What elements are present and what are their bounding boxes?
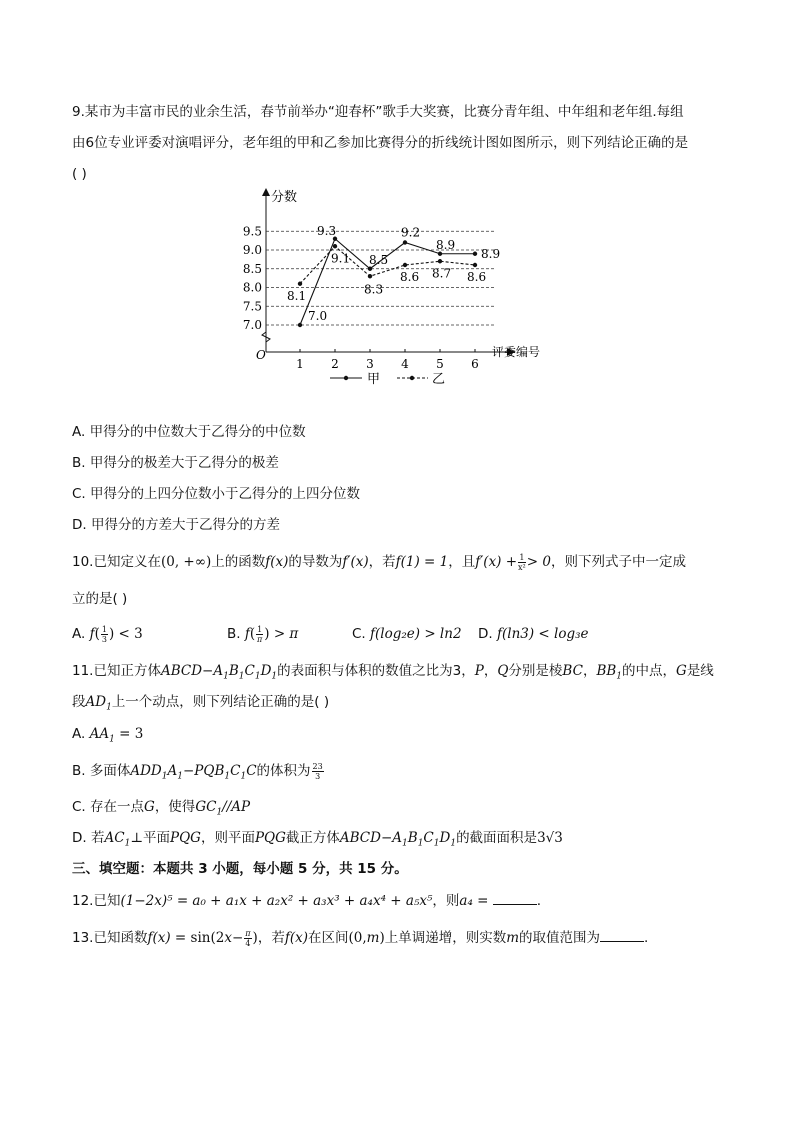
data-label: 7.0 <box>308 309 328 323</box>
q10-stem-line1: 10.已知定义在(0, +∞)上的函数f(x)的导数为f′(x)，若f(1) = 1，且f′(x) + $\frac{1}{\text{x²}}$ > 0，则下列式子中一定成 <box>72 552 686 572</box>
data-point <box>368 267 372 271</box>
y-axis-arrow <box>262 188 270 196</box>
answer-blank[interactable] <box>493 892 537 905</box>
q9-stem-line1: 9.某市为丰富市民的业余生活，春节前举办“迎春杯”歌手大奖赛，比赛分青年组、中年组和老年组.每组 <box>72 104 684 120</box>
q12-stem: 12.已知(1−2x)⁵ = a₀ + a₁x + a₂x² + a₃x³ + a₄x⁴ + a₅x⁵，则a₄ = . <box>72 893 542 909</box>
data-point <box>403 263 407 267</box>
data-point <box>438 252 442 256</box>
q11-option-d: D. 若$AC_1\perp$平面PQG，则平面PQG截正方体$ABCD-A_1B_1C_1D_1$的截面面积是3√3 <box>72 830 563 849</box>
data-label: 8.6 <box>467 270 487 284</box>
y-tick-label: 8.0 <box>242 280 262 295</box>
q10-stem-line2: 立的是( ) <box>72 591 128 607</box>
data-point <box>473 252 477 256</box>
line-chart <box>240 182 570 392</box>
legend-label-jia: 甲 <box>367 372 381 387</box>
data-point <box>333 244 337 248</box>
q11-stem-line1: 11.已知正方体$ABCD-A_1B_1C_1D_1$的表面积与体积的数值之比为3，P，Q分别是棱BC，$BB_1$的中点，G是线 <box>72 663 714 682</box>
legend-label-yi: 乙 <box>432 372 446 387</box>
data-label: 9.1 <box>331 251 351 266</box>
y-tick-label: 7.0 <box>242 318 262 332</box>
q9-stem-line2: 由6位专业评委对演唱评分，老年组的甲和乙参加比赛得分的折线统计图如图所示，则下列结论正确的是 <box>72 135 689 151</box>
data-label: 8.6 <box>400 270 420 284</box>
data-label: 8.1 <box>287 288 307 303</box>
q11-stem-line2: 段$AD_1$上一个动点，则下列结论正确的是( ) <box>72 694 330 713</box>
q9-option-b: B. 甲得分的极差大于乙得分的极差 <box>72 455 279 471</box>
y-tick-label: 7.5 <box>242 299 262 314</box>
x-tick-label: 1 <box>296 357 304 371</box>
q10-option-c: C. f(log₂e) > ln2 <box>352 626 462 642</box>
data-label: 8.9 <box>436 237 456 252</box>
legend-marker-jia <box>344 376 348 380</box>
legend-marker-yi <box>410 376 414 380</box>
data-label: 9.2 <box>401 225 421 240</box>
data-label: 8.5 <box>369 252 389 267</box>
data-point <box>298 323 302 327</box>
x-tick-label: 5 <box>436 357 444 371</box>
q10-option-b: B. f( $\frac{1}{\pi}$ ) > π <box>227 624 299 644</box>
y-tick-label: 9.0 <box>242 243 262 257</box>
section-heading: 三、填空题：本题共 3 小题，每小题 5 分，共 15 分。 <box>72 861 408 877</box>
data-point <box>473 263 477 267</box>
y-tick-label: 8.5 <box>242 261 262 276</box>
x-tick-label: 3 <box>366 357 374 371</box>
q9-option-d: D. 甲得分的方差大于乙得分的方差 <box>72 517 280 533</box>
q9-stem-line3: ( ) <box>72 166 87 182</box>
q11-option-c: C. 存在一点G，使得$GC_1//AP$ <box>72 799 251 818</box>
q9-option-c: C. 甲得分的上四分位数小于乙得分的上四分位数 <box>72 486 361 502</box>
data-label: 8.3 <box>364 282 384 297</box>
x-tick-label: 6 <box>471 357 479 371</box>
data-label: 9.3 <box>317 223 337 238</box>
fraction: $\frac{1}{\text{x²}}$ <box>518 552 526 572</box>
q11-option-b: B. 多面体$ADD_1A_1-PQB_1C_1C$的体积为 $\frac{23}{3}$ <box>72 761 323 782</box>
y-tick-label: 9.5 <box>242 224 262 239</box>
data-point <box>438 259 442 263</box>
x-tick-label: 4 <box>401 357 409 371</box>
y-axis-label: 分数 <box>271 190 298 205</box>
answer-blank[interactable] <box>600 929 644 942</box>
x-axis-label: 评委编号 <box>492 345 541 359</box>
data-point <box>298 282 302 286</box>
data-label: 8.9 <box>481 246 501 261</box>
data-label: 8.7 <box>432 266 452 281</box>
data-point <box>403 240 407 244</box>
q10-option-a: A. f( $\frac{1}{3}$ ) < 3 <box>72 624 143 644</box>
origin-label: O <box>256 348 266 362</box>
q10-option-d: D. f(ln3) < log₃e <box>478 626 589 642</box>
data-point <box>368 274 372 278</box>
x-tick-label: 2 <box>331 357 339 371</box>
q9-option-a: A. 甲得分的中位数大于乙得分的中位数 <box>72 424 306 440</box>
q13-stem: 13.已知函数f(x) = sin(2x− $\frac{\pi}{4}$ )，若f(x)在区间(0,m)上单调递增，则实数m的取值范围为 . <box>72 928 649 948</box>
q11-option-a: A. $AA_1 = 3$ <box>72 726 144 745</box>
